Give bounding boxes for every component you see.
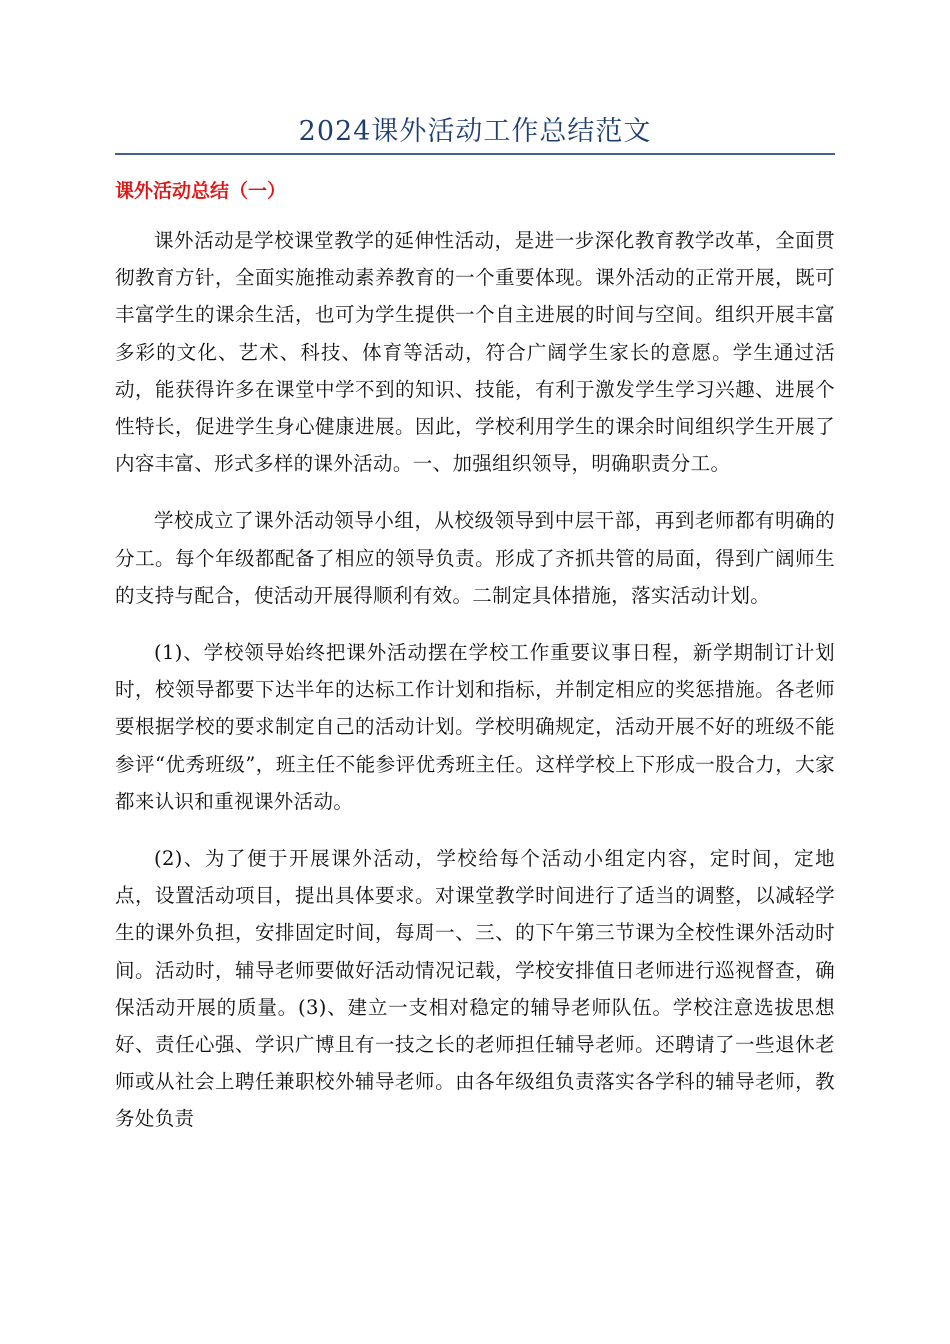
document-title: 2024课外活动工作总结范文 bbox=[298, 116, 652, 147]
body-paragraph: (1)、学校领导始终把课外活动摆在学校工作重要议事日程，新学期制订计划时，校领导都要下达半年的达标工作计划和指标，并制定相应的奖惩措施。各老师要根据学校的要求制定自己的活动计划。学校明确规定，活动开展不好的班级不能参评“优秀班级”，班主任不能参评优秀班主任。这样学校上下形成一股合力，大家都来认识和重视课外活动。 bbox=[115, 641, 835, 813]
title-divider bbox=[115, 153, 835, 155]
body-paragraph: 课外活动是学校课堂教学的延伸性活动，是进一步深化教育教学改革，全面贯彻教育方针，全面实施推动素养教育的一个重要体现。课外活动的正常开展，既可丰富学生的课余生活，也可为学生提供一个自主进展的时间与空间。组织开展丰富多彩的文化、艺术、科技、体育等活动，符合广阔学生家长的意愿。学生通过活动，能获得许多在课堂中学不到的知识、技能，有利于激发学生学习兴趣、进展个性特长，促进学生身心健康进展。因此，学校利用学生的课余时间组织学生开展了内容丰富、形式多样的课外活动。一、加强组织领导，明确职责分工。 bbox=[115, 229, 835, 476]
document-body bbox=[115, 222, 835, 1138]
body-paragraph: 学校成立了课外活动领导小组，从校级领导到中层干部，再到老师都有明确的分工。每个年级都配备了相应的领导负责。形成了齐抓共管的局面，得到广阔师生的支持与配合，使活动开展得顺利有效。二制定具体措施，落实活动计划。 bbox=[115, 509, 835, 607]
section-heading: 课外活动总结（一） bbox=[115, 180, 287, 202]
body-paragraph: (2)、为了便于开展课外活动，学校给每个活动小组定内容，定时间，定地点，设置活动项目，提出具体要求。对课堂教学时间进行了适当的调整，以减轻学生的课外负担，安排固定时间，每周一、三、的下午第三节课为全校性课外活动时间。活动时，辅导老师要做好活动情况记载，学校安排值日老师进行巡视督查，确保活动开展的质量。(3)、建立一支相对稳定的辅导老师队伍。学校注意选拔思想好、责任心强、学识广博且有一技之长的老师担任辅导老师。还聘请了一些退休老师或从社会上聘任兼职校外辅导老师。由各年级组负责落实各学科的辅导老师，教务处负责 bbox=[115, 847, 835, 1131]
